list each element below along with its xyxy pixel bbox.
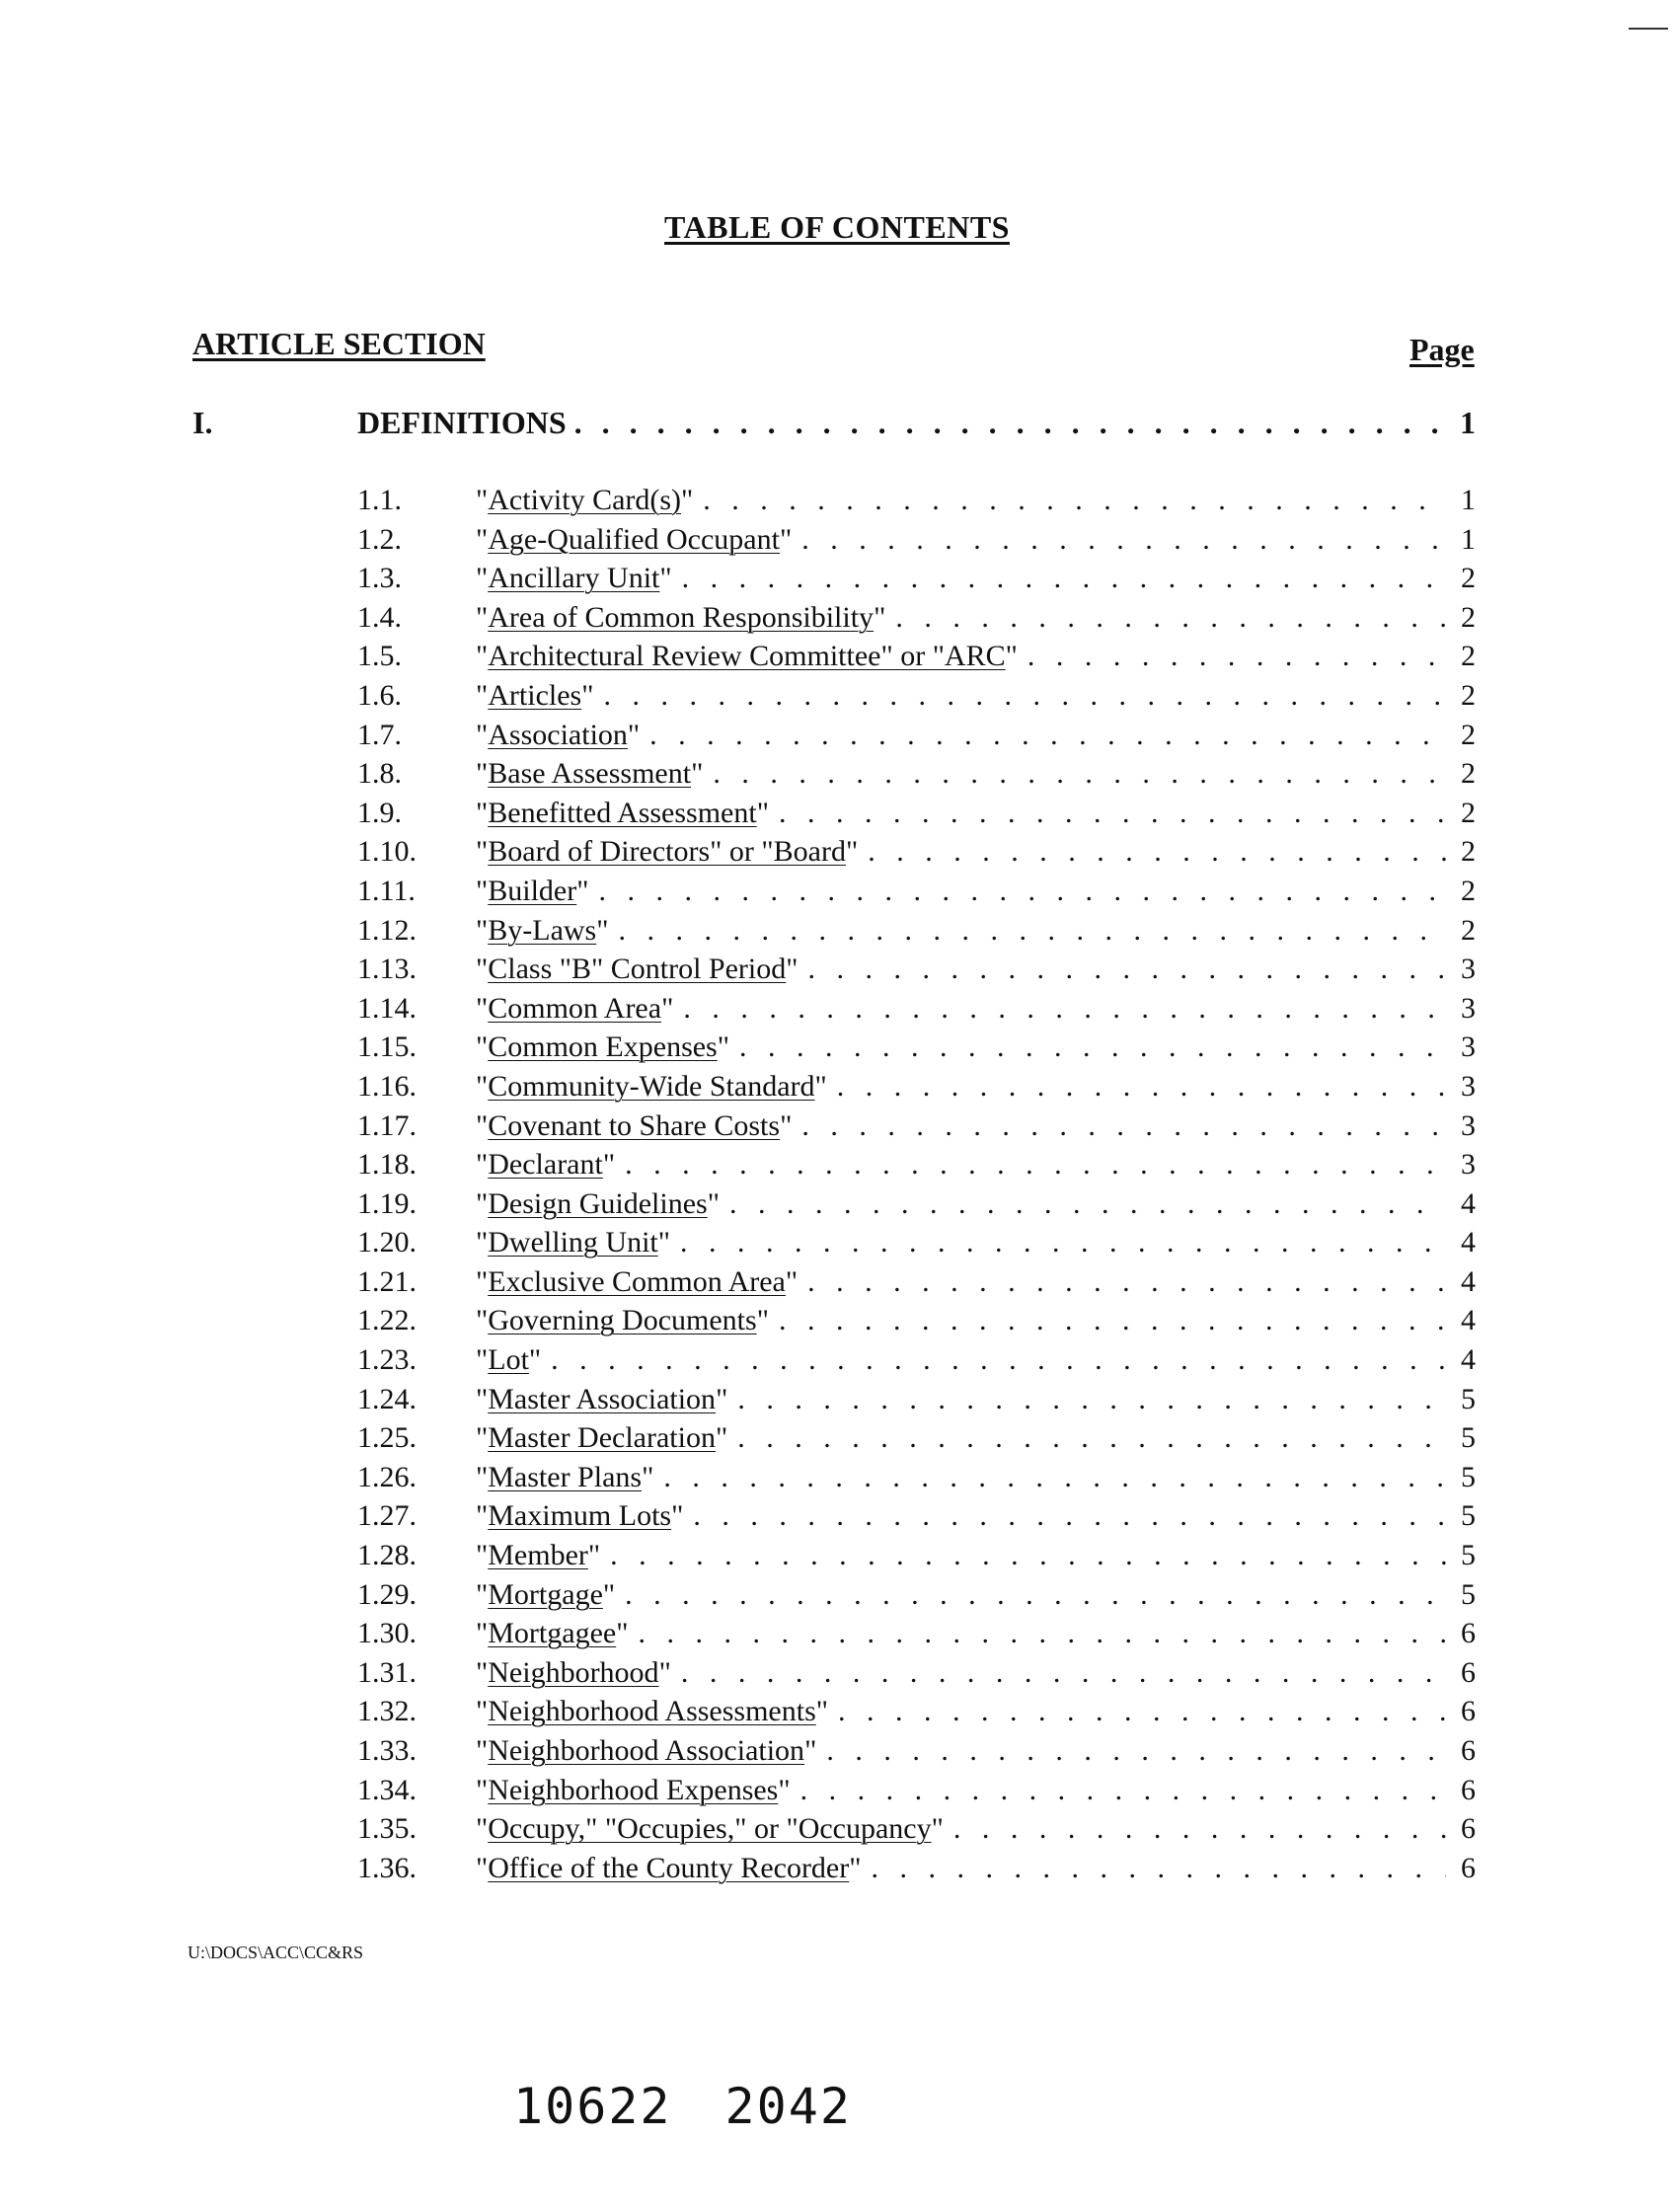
toc-entry-term-text: Lot — [488, 1343, 529, 1377]
toc-entry-term-text: Activity Card(s) — [488, 484, 682, 516]
toc-entry-term-text: Mortgage — [488, 1577, 603, 1611]
stamp-page: 2042 — [724, 2078, 852, 2135]
dot-leader — [1027, 640, 1446, 673]
article-title: DEFINITIONS — [357, 405, 567, 440]
dot-leader — [895, 601, 1446, 635]
toc-entry-term-text: Exclusive Common Area — [488, 1264, 786, 1298]
toc-entry-page: 2 — [1461, 678, 1476, 712]
dot-leader — [638, 1617, 1446, 1650]
toc-entry — [357, 484, 1476, 523]
toc-entry-term: "Activity Card(s)" — [476, 484, 694, 516]
toc-entry-term: "Neighborhood Expenses" — [476, 1773, 791, 1806]
toc-entry — [357, 1265, 1476, 1305]
toc-entry-number: 1.22. — [357, 1304, 417, 1337]
toc-entry-term-text: Occupy," "Occupies," or "Occupancy — [488, 1812, 932, 1846]
toc-entry-number: 1.23. — [357, 1343, 417, 1377]
toc-entry-term-text: Benefitted Assessment — [488, 796, 757, 829]
dot-leader — [953, 1812, 1446, 1846]
dot-leader — [800, 1774, 1446, 1807]
toc-entry-term: "Governing Documents" — [476, 1304, 769, 1337]
dot-leader — [625, 1148, 1446, 1182]
dot-leader — [713, 757, 1446, 791]
document-stamp — [513, 2078, 852, 2135]
toc-entry-term-text: Declarant — [488, 1148, 603, 1182]
toc-entry-term-text: Office of the County Recorder — [488, 1851, 850, 1884]
toc-entry-term-text: Master Plans — [488, 1460, 643, 1493]
toc-entry — [357, 1812, 1476, 1852]
toc-entry-number: 1.25. — [357, 1421, 417, 1455]
page-title — [0, 209, 1674, 246]
toc-entry-page: 4 — [1461, 1264, 1476, 1298]
dot-leader — [868, 835, 1446, 869]
toc-entry-term: "Occupy," "Occupies," or "Occupancy" — [476, 1812, 944, 1846]
toc-entry-term: "Ancillary Unit" — [476, 562, 672, 595]
dot-leader — [872, 1852, 1447, 1885]
dot-leader — [737, 1421, 1446, 1455]
dot-leader — [838, 1695, 1446, 1728]
toc-entry-number: 1.20. — [357, 1226, 417, 1259]
toc-entry-number: 1.4. — [357, 600, 402, 634]
toc-entry-term-text: Class "B" Control Period — [488, 953, 787, 986]
dot-leader — [625, 1578, 1446, 1612]
toc-entry-term: "By-Laws" — [476, 913, 609, 947]
toc-entry — [357, 1656, 1476, 1696]
toc-entry — [357, 1695, 1476, 1734]
dot-leader — [693, 1499, 1446, 1533]
toc-entry-number: 1.26. — [357, 1460, 417, 1493]
toc-entry-number: 1.6. — [357, 678, 402, 712]
toc-entry — [357, 875, 1476, 914]
toc-entry-number: 1.27. — [357, 1499, 417, 1533]
toc-entry — [357, 562, 1476, 601]
toc-entry-number: 1.31. — [357, 1655, 417, 1689]
toc-entry — [357, 1852, 1476, 1891]
toc-entry — [357, 1030, 1476, 1070]
toc-entry-number: 1.32. — [357, 1695, 417, 1728]
toc-entry-term: "Exclusive Common Area" — [476, 1264, 799, 1298]
toc-entry-term-text: Master Association — [488, 1382, 717, 1415]
toc-entry-term: "Neighborhood Assessments" — [476, 1695, 828, 1728]
toc-entry-term-text: Association — [488, 718, 628, 751]
toc-entry — [357, 1304, 1476, 1343]
toc-entry-term: "Age-Qualified Occupant" — [476, 522, 793, 556]
toc-entry-term: "Common Expenses" — [476, 1030, 729, 1064]
corner-mark — [1629, 28, 1668, 30]
toc-entry — [357, 1734, 1476, 1774]
toc-entry-term-text: Common Area — [488, 991, 662, 1025]
toc-entry — [357, 1187, 1476, 1227]
toc-entry-page: 4 — [1461, 1304, 1476, 1337]
toc-entry-term-text: Articles — [488, 678, 582, 712]
toc-entry-term-text: Neighborhood Association — [488, 1734, 805, 1767]
toc-entry — [357, 640, 1476, 679]
toc-entry — [357, 1774, 1476, 1813]
toc-entry-page: 6 — [1461, 1773, 1476, 1806]
toc-entry — [357, 1421, 1476, 1461]
toc-entry-number: 1.33. — [357, 1734, 417, 1767]
toc-entry-number: 1.28. — [357, 1539, 417, 1572]
toc-entry-number: 1.10. — [357, 835, 417, 869]
toc-entry-number: 1.14. — [357, 991, 417, 1025]
toc-entry-page: 1 — [1461, 522, 1476, 556]
dot-leader — [574, 405, 1452, 441]
file-path: U:\DOCS\ACC\CC&RS — [188, 1943, 364, 1962]
toc-entry-page: 3 — [1461, 1069, 1476, 1103]
toc-entry-page: 2 — [1461, 562, 1476, 595]
toc-entry-page: 3 — [1461, 953, 1476, 986]
toc-entry-term-text: Dwelling Unit — [488, 1226, 658, 1259]
dot-leader — [599, 875, 1447, 908]
toc-entry-term: "Lot" — [476, 1343, 542, 1377]
toc-entry-page: 4 — [1461, 1226, 1476, 1259]
toc-entry-term: "Master Plans" — [476, 1460, 654, 1493]
toc-entry-term: "Base Assessment" — [476, 757, 704, 791]
toc-entry-term: "Board of Directors" or "Board" — [476, 835, 859, 869]
toc-entry-page: 2 — [1461, 640, 1476, 673]
toc-entry-term-text: Area of Common Responsibility — [488, 600, 875, 634]
dot-leader — [739, 1030, 1446, 1064]
toc-entry-number: 1.21. — [357, 1264, 417, 1298]
toc-entry — [357, 797, 1476, 836]
dot-leader — [618, 914, 1446, 948]
toc-entry-number: 1.11. — [357, 874, 416, 907]
toc-entry — [357, 523, 1476, 563]
toc-entry-term: "Mortgage" — [476, 1577, 616, 1611]
toc-entry — [357, 1617, 1476, 1656]
toc-entry — [357, 1070, 1476, 1109]
toc-entry-number: 1.15. — [357, 1030, 417, 1064]
toc-entry-term-text: Builder — [488, 874, 577, 907]
toc-entry — [357, 835, 1476, 875]
dot-leader — [649, 719, 1446, 752]
toc-entry-page: 2 — [1461, 874, 1476, 907]
toc-entry — [357, 1539, 1476, 1578]
toc-entry-number: 1.24. — [357, 1382, 417, 1415]
toc-entry-term: "Office of the County Recorder" — [476, 1851, 862, 1884]
article-row — [192, 405, 1476, 454]
dot-leader — [610, 1539, 1446, 1572]
toc-entry-page: 6 — [1461, 1851, 1476, 1884]
toc-entry-number: 1.1. — [357, 484, 402, 516]
toc-entry-number: 1.7. — [357, 718, 402, 751]
toc-entry-term: "Design Guidelines" — [476, 1186, 720, 1220]
toc-entry-term: "Common Area" — [476, 991, 674, 1025]
toc-entry-page: 3 — [1461, 1108, 1476, 1142]
dot-leader — [680, 1226, 1446, 1259]
title-text: TABLE OF CONTENTS — [664, 209, 1010, 245]
dot-leader — [837, 1070, 1446, 1104]
toc-entry-term-text: Governing Documents — [488, 1304, 757, 1337]
toc-entry — [357, 1226, 1476, 1265]
dot-leader — [703, 484, 1446, 517]
dot-leader — [737, 1383, 1446, 1416]
toc-entry-page: 5 — [1461, 1577, 1476, 1611]
toc-entry-number: 1.36. — [357, 1851, 417, 1884]
toc-entry-number: 1.8. — [357, 757, 402, 791]
toc-entry-term-text: Mortgagee — [488, 1617, 617, 1650]
toc-entry-number: 1.18. — [357, 1148, 417, 1182]
toc-entry-term: "Neighborhood Association" — [476, 1734, 817, 1767]
article-section-header: ARTICLE SECTION — [192, 326, 486, 361]
toc-list — [357, 484, 1476, 1890]
toc-entry — [357, 757, 1476, 797]
dot-leader — [683, 992, 1446, 1026]
toc-entry-term: "Class "B" Control Period" — [476, 953, 799, 986]
toc-entry-term-text: Neighborhood — [488, 1655, 659, 1689]
toc-entry-number: 1.19. — [357, 1186, 417, 1220]
toc-entry — [357, 914, 1476, 953]
toc-entry-number: 1.2. — [357, 522, 402, 556]
toc-entry-term-text: Board of Directors" or "Board — [488, 835, 846, 869]
dot-leader — [807, 1265, 1446, 1299]
dot-leader — [779, 1304, 1446, 1337]
toc-entry-page: 3 — [1461, 1148, 1476, 1182]
toc-entry — [357, 719, 1476, 758]
toc-entry-page: 5 — [1461, 1421, 1476, 1455]
toc-entry-term: "Member" — [476, 1539, 601, 1572]
toc-entry-term-text: Community-Wide Standard — [488, 1069, 815, 1103]
toc-entry-term: "Master Association" — [476, 1382, 728, 1415]
toc-entry-number: 1.29. — [357, 1577, 417, 1611]
toc-entry-term-text: Maximum Lots — [488, 1499, 672, 1533]
toc-entry-term: "Community-Wide Standard" — [476, 1069, 827, 1103]
toc-entry-page: 5 — [1461, 1382, 1476, 1415]
toc-entry-term: "Builder" — [476, 874, 589, 907]
toc-entry-term: "Architectural Review Committee" or "ARC" — [476, 640, 1018, 673]
toc-entry-term: "Articles" — [476, 678, 594, 712]
toc-entry-term: "Association" — [476, 718, 641, 751]
toc-entry-number: 1.9. — [357, 796, 402, 829]
toc-entry-term: "Covenant to Share Costs" — [476, 1108, 793, 1142]
toc-entry — [357, 1499, 1476, 1539]
toc-entry-term-text: Neighborhood Expenses — [488, 1773, 779, 1806]
toc-entry-page: 6 — [1461, 1812, 1476, 1846]
dot-leader — [808, 953, 1446, 986]
toc-entry-page: 4 — [1461, 1186, 1476, 1220]
toc-entry-number: 1.13. — [357, 953, 417, 986]
toc-entry-number: 1.5. — [357, 640, 402, 673]
toc-entry-number: 1.16. — [357, 1069, 417, 1103]
toc-entry-term: "Area of Common Responsibility" — [476, 600, 886, 634]
toc-entry-number: 1.12. — [357, 913, 417, 947]
dot-leader — [603, 679, 1446, 713]
toc-entry-term: "Neighborhood" — [476, 1655, 671, 1689]
toc-entry-page: 5 — [1461, 1499, 1476, 1533]
toc-entry-page: 5 — [1461, 1460, 1476, 1493]
toc-entry — [357, 1148, 1476, 1187]
dot-leader — [682, 562, 1446, 595]
toc-entry-number: 1.17. — [357, 1108, 417, 1142]
toc-entry-term-text: Design Guidelines — [488, 1186, 708, 1220]
toc-entry-term: "Mortgagee" — [476, 1617, 629, 1650]
toc-entry-term-text: Neighborhood Assessments — [488, 1695, 816, 1728]
article-line — [357, 405, 1476, 441]
dot-leader — [801, 1109, 1446, 1143]
toc-entry-term: "Benefitted Assessment" — [476, 796, 769, 829]
dot-leader — [779, 797, 1446, 830]
toc-entry — [357, 953, 1476, 992]
toc-entry-page: 4 — [1461, 1343, 1476, 1377]
dot-leader — [663, 1461, 1446, 1494]
toc-entry-page: 2 — [1461, 600, 1476, 634]
toc-entry — [357, 1109, 1476, 1149]
toc-entry-page: 2 — [1461, 757, 1476, 791]
dot-leader — [681, 1656, 1446, 1690]
toc-entry-number: 1.30. — [357, 1617, 417, 1650]
toc-entry-page: 2 — [1461, 796, 1476, 829]
dot-leader — [551, 1343, 1446, 1377]
toc-entry-term: "Maximum Lots" — [476, 1499, 684, 1533]
toc-entry-term: "Dwelling Unit" — [476, 1226, 670, 1259]
toc-entry-term-text: Member — [488, 1539, 588, 1572]
stamp-book: 10622 — [513, 2078, 672, 2135]
toc-entry-page: 2 — [1461, 835, 1476, 869]
toc-entry-page: 6 — [1461, 1734, 1476, 1767]
toc-entry-term-text: Architectural Review Committee" or "ARC — [488, 640, 1006, 673]
page-header: Page — [1409, 332, 1475, 367]
toc-entry-term-text: Age-Qualified Occupant — [488, 522, 780, 556]
toc-entry-term-text: Ancillary Unit — [488, 562, 660, 595]
toc-entry-term: "Declarant" — [476, 1148, 616, 1182]
toc-entry-term-text: Covenant to Share Costs — [488, 1108, 781, 1142]
dot-leader — [729, 1187, 1446, 1221]
article-page: 1 — [1460, 405, 1476, 440]
toc-entry — [357, 992, 1476, 1031]
dot-leader — [801, 523, 1446, 557]
toc-entry-number: 1.35. — [357, 1812, 417, 1846]
toc-entry-page: 2 — [1461, 913, 1476, 947]
toc-entry — [357, 1461, 1476, 1500]
toc-entry-term: "Master Declaration" — [476, 1421, 728, 1455]
toc-entry-page: 1 — [1461, 484, 1476, 516]
toc-entry-page: 6 — [1461, 1617, 1476, 1650]
toc-entry-page: 3 — [1461, 991, 1476, 1025]
toc-entry-term-text: Master Declaration — [488, 1421, 716, 1455]
toc-entry-page: 6 — [1461, 1655, 1476, 1689]
toc-entry — [357, 1343, 1476, 1383]
toc-entry-page: 6 — [1461, 1695, 1476, 1728]
toc-entry-term-text: Base Assessment — [488, 757, 692, 791]
toc-entry — [357, 601, 1476, 641]
dot-leader — [826, 1734, 1446, 1768]
toc-entry-number: 1.3. — [357, 562, 402, 595]
toc-entry-term-text: By-Laws — [488, 913, 597, 947]
toc-entry-page: 3 — [1461, 1030, 1476, 1064]
toc-entry — [357, 1383, 1476, 1422]
toc-entry-page: 5 — [1461, 1539, 1476, 1572]
article-number: I. — [192, 405, 213, 440]
toc-entry-term-text: Common Expenses — [488, 1030, 718, 1064]
toc-entry-page: 2 — [1461, 718, 1476, 751]
toc-entry — [357, 1578, 1476, 1618]
toc-entry — [357, 679, 1476, 719]
toc-entry-number: 1.34. — [357, 1773, 417, 1806]
